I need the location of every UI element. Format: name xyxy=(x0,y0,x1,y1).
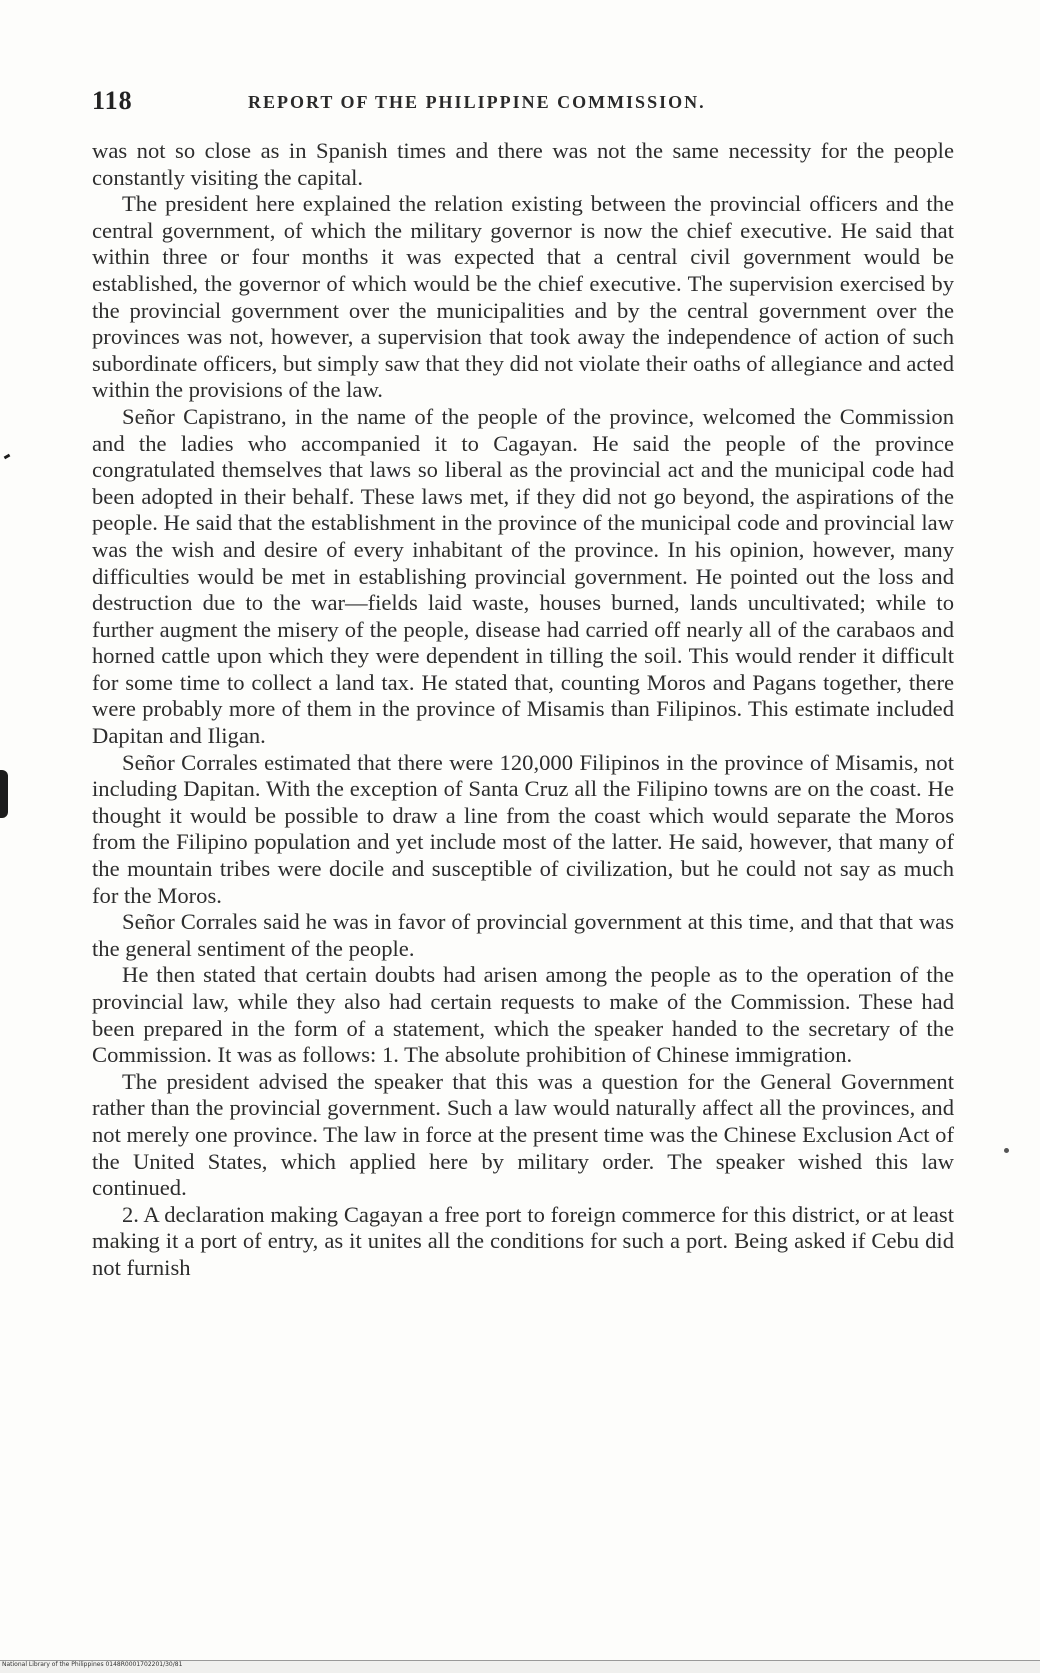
paragraph: 2. A declaration making Cagayan a free port to foreign commerce for this district, or at least making it a port of entry, as it unites all the conditions for such a port. Being asked if Cebu did not furnish xyxy=(92,1201,954,1280)
body-text xyxy=(92,138,954,1282)
paragraph: Señor Capistrano, in the name of the people of the province, welcomed the Commission and the ladies who accompanied it to Cagayan. He said the people of the province congratulated themselves that laws so liberal as the provincial act and the municipal code had been adopted in their behalf. These laws met, if they did not go beyond, the aspirations of the people. He said that the establishment in the province of the municipal code and provincial law was the wish and desire of every inhabitant of the province. In his opinion, however, many difficulties would be met in establishing provincial government. He pointed out the loss and destruction due to the war—fields laid waste, houses burned, lands uncultivated; while to further augment the misery of the people, disease had carried off nearly all of the carabaos and horned cattle upon which they were dependent in tilling the soil. This would render it difficult for some time to collect a land tax. He stated that, counting Moros and Pagans together, there were probably more of them in the province of Misamis than Filipinos. This estimate included Dapitan and Iligan. xyxy=(92,403,954,749)
page-number: 118 xyxy=(92,86,133,115)
page-header xyxy=(92,86,952,120)
scan-edge-mark xyxy=(0,770,8,818)
paragraph: The president advised the speaker that this was a question for the General Government rather than the provincial government. Such a law would naturally affect all the provinces, and not merely one province. The law in force at the present time was the Chinese Exclusion Act of the United States, which applied here by military order. The speaker wished this law continued. xyxy=(92,1068,954,1201)
scan-edge-mark xyxy=(4,454,11,460)
paragraph-continuation: was not so close as in Spanish times and there was not the same necessity for the people constantly visiting the capital. xyxy=(92,138,954,190)
paragraph: The president here explained the relation existing between the provincial officers and the central government, of which the military governor is now the chief executive. He said that within three or four months it was expected that a central civil government would be established, the governor of which would be the chief executive. The supervision exercised by the provincial government over the municipalities and by the central government over the provinces was not, however, a supervision that took away the independence of action of such subordinate officers, but simply saw that they did not violate their oaths of allegiance and acted within the provisions of the law. xyxy=(92,191,954,403)
running-head: REPORT OF THE PHILIPPINE COMMISSION. xyxy=(248,92,706,112)
paragraph: Señor Corrales said he was in favor of provincial government at this time, and that that was the general sentiment of the people. xyxy=(92,909,954,961)
paragraph: Señor Corrales estimated that there were 120,000 Filipinos in the province of Misamis, not including Dapitan. With the exception of Santa Cruz all the Filipino towns are on the coast. He thought it would be possible to draw a line from the coast which would separate the Moros from the Filipino population and yet include most of the latter. He said, however, that many of the mountain tribes were docile and susceptible of civilization, but he could not say as much for the Moros. xyxy=(92,749,954,908)
paragraph: He then stated that certain doubts had arisen among the people as to the operation of the provincial law, while they also had certain requests to make of the Commission. These had been prepared in the form of a statement, which the speaker handed to the secretary of the Commission. It was as follows: 1. The absolute prohibition of Chinese immigration. xyxy=(92,962,954,1068)
library-stamp: National Library of the Philippines 0148R0001702201/30/81 xyxy=(2,1661,183,1668)
scan-speck xyxy=(1004,1148,1009,1153)
